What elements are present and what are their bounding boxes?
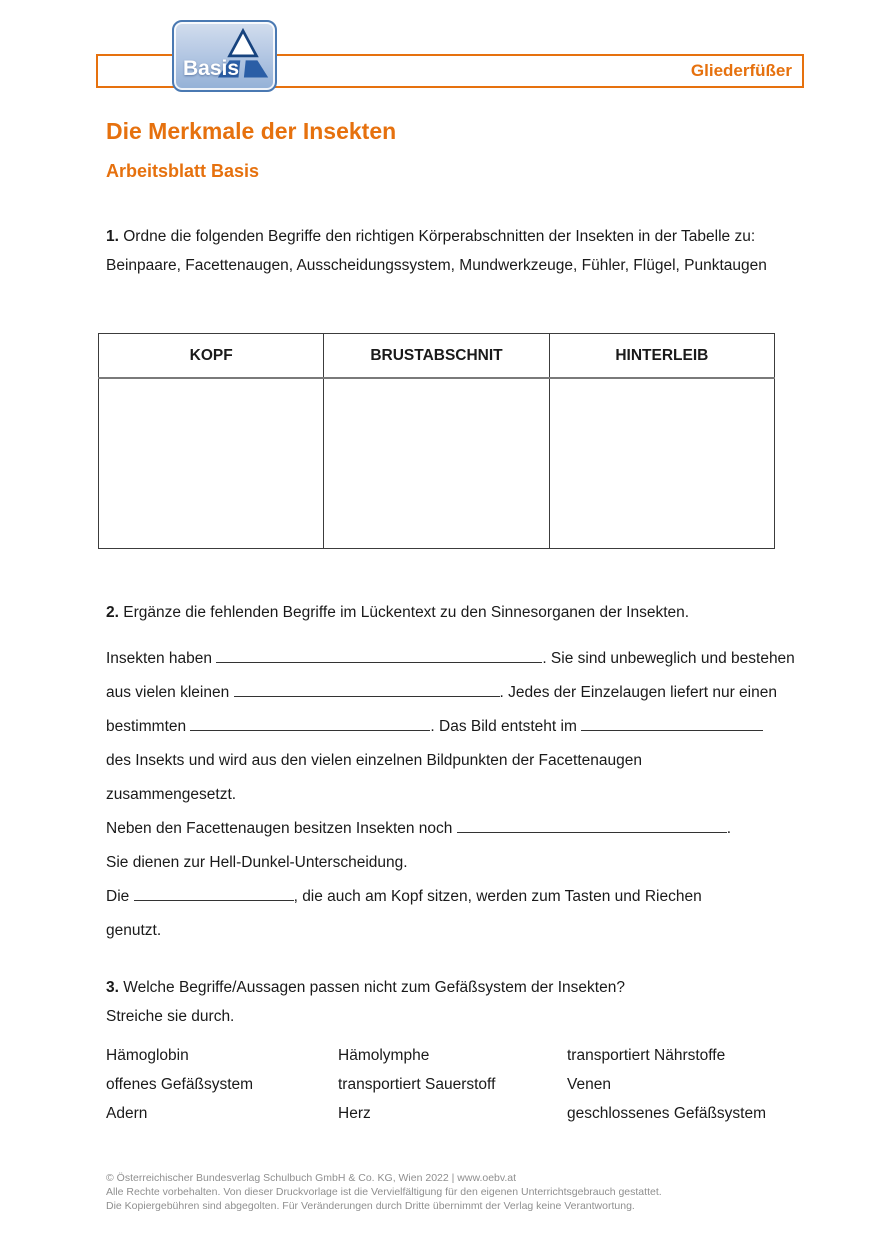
gap-text-segment: zusammengesetzt. [106, 786, 237, 803]
task-2-number: 2. [106, 604, 119, 621]
gap-text-segment: des Insekts und wird aus den vielen einzelnen Bildpunkten der Facettenaugen [106, 752, 642, 769]
table-header-row [99, 334, 775, 379]
word-item: Venen [567, 1076, 611, 1093]
gap-text-line [106, 914, 790, 948]
fill-in-blank [134, 883, 294, 901]
gap-text-segment: . Jedes der Einzelaugen liefert nur einen [499, 684, 777, 701]
fill-in-blank [581, 713, 763, 731]
task-2 [106, 598, 795, 948]
gap-text [106, 642, 795, 948]
table-header-hinterleib: HINTERLEIB [549, 334, 774, 379]
gap-text-segment: genutzt. [106, 922, 162, 939]
page-title: Die Merkmale der Insekten [106, 118, 397, 144]
task-3-line2: Streiche sie durch. [106, 1008, 235, 1025]
task-3-instruction [106, 973, 790, 1031]
word-item: Hämolymphe [338, 1047, 430, 1064]
gap-text-line [106, 880, 790, 914]
fill-in-blank [457, 815, 727, 833]
task-3-text: Welche Begriffe/Aussagen passen nicht zum Gefäßsystem der Insekten? [118, 979, 625, 996]
task-3-line1 [106, 973, 790, 1002]
task-3-number: 3. [106, 979, 119, 996]
logo-wordmark: Basis [183, 57, 240, 80]
word-item: geschlossenes Gefäßsystem [567, 1105, 767, 1122]
word-item: transportiert Sauerstoff [338, 1076, 496, 1093]
table-body-row [99, 378, 775, 549]
gap-text-line [106, 812, 790, 846]
gap-text-segment: . Das Bild entsteht im [430, 718, 582, 735]
word-item: Herz [338, 1105, 371, 1122]
copyright-footer [106, 1171, 790, 1213]
basis-logo [172, 20, 277, 92]
gap-text-segment: Die [106, 888, 134, 905]
table-cell-kopf [99, 378, 324, 549]
fill-in-blank [234, 679, 500, 697]
gap-text-line [106, 710, 790, 744]
gap-text-line [106, 744, 790, 778]
gap-text-segment: Insekten haben [106, 650, 217, 667]
task-2-text: Ergänze die fehlenden Begriffe im Lückentext zu den Sinnesorganen der Insekten. [118, 604, 690, 621]
gap-text-line [106, 642, 795, 676]
gap-text-segment: , die auch am Kopf sitzen, werden zum Tasten und Riechen [293, 888, 702, 905]
fill-in-blank [216, 645, 542, 663]
task-1-text: Ordne die folgenden Begriffe den richtigen Körperabschnitten der Insekten in der Tabelle zu: Beinpaare, Facettenaugen, Ausscheidungssystem, Mundwerkzeuge, Fühler, Flügel, Punktaugen [106, 228, 767, 274]
footer-line: © Österreichischer Bundesverlag Schulbuch GmbH & Co. KG, Wien 2022 | www.oebv.at [106, 1172, 517, 1184]
word-item: Hämoglobin [106, 1047, 189, 1064]
word-item: Adern [106, 1105, 148, 1122]
page-subtitle: Arbeitsblatt Basis [106, 161, 260, 181]
table-cell-hinterleib [549, 378, 774, 549]
table-header-kopf: KOPF [99, 334, 324, 379]
gap-text-line [106, 778, 790, 812]
footer-line: Die Kopiergebühren sind abgegolten. Für Veränderungen durch Dritte übernimmt der Verlag keine Verantwortung. [106, 1200, 635, 1212]
fill-in-blank [190, 713, 430, 731]
gap-text-line [106, 676, 790, 710]
gap-text-segment: bestimmten [106, 718, 191, 735]
body-sections-table [98, 333, 775, 549]
table-cell-brustabschnit [324, 378, 549, 549]
gap-text-segment: . [726, 820, 732, 837]
table-header-brustabschnit: BRUSTABSCHNIT [324, 334, 549, 379]
gap-text-segment: aus vielen kleinen [106, 684, 234, 701]
gap-text-segment: Neben den Facettenaugen besitzen Insekten noch [106, 820, 457, 837]
gap-text-line [106, 846, 790, 880]
chapter-badge: Gliederfüßer [690, 61, 792, 80]
footer-line: Alle Rechte vorbehalten. Von dieser Druckvorlage ist die Vervielfältigung für den eigenen Unterrichtsgebrauch gestattet. [106, 1186, 662, 1198]
gap-text-segment: . Sie sind unbeweglich und bestehen [542, 650, 795, 667]
strike-through-word-grid [106, 1046, 790, 1124]
task-2-instruction [106, 598, 790, 627]
task-1-number: 1. [106, 228, 119, 245]
task-1-instruction [106, 222, 790, 280]
gap-text-segment: Sie dienen zur Hell-Dunkel-Unterscheidung. [106, 854, 408, 871]
word-item: transportiert Nährstoffe [567, 1047, 726, 1064]
word-item: offenes Gefäßsystem [106, 1076, 254, 1093]
